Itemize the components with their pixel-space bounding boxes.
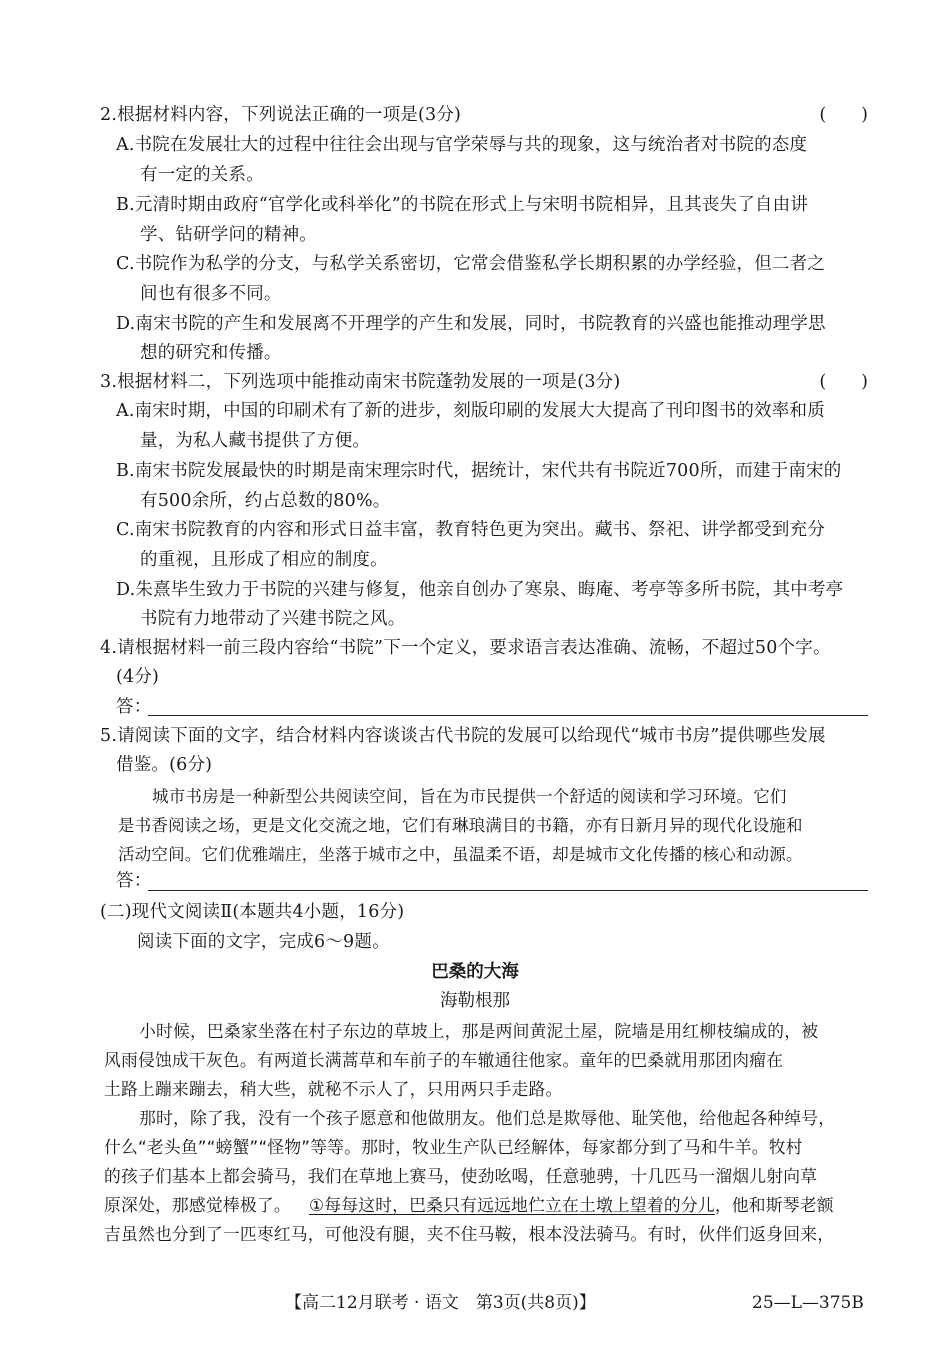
underlined-sentence: ①每每这时，巴桑只有远远地伫立在土墩上望着的分儿 [309,1195,715,1215]
q5-quote-line3: 活动空间。它们优雅端庄，坐落于城市之中，虽温柔不语，却是城市文化传播的核心和动源。 [118,845,803,864]
q2-option-a-line2: 有一定的关系。 [140,165,264,185]
article-paragraph-line: 土路上蹦来蹦去，稍大些，就秘不示人了，只用两只手走路。 [104,1079,563,1099]
q2-option-d-line1: D.南宋书院的产生和发展离不开理学的产生和发展，同时，书院教育的兴盛也能推动理学思 [116,314,826,334]
q4-stem-line2: (4分) [116,667,160,687]
q2-answer-paren: ( ) [819,105,868,125]
q3-option-d-line1: D.朱熹毕生致力于书院的兴建与修复，他亲自创办了寒泉、晦庵、考亭等多所书院，其中考亭 [116,580,844,600]
q3-option-b-line2: 有500余所，约占总数的80%。 [140,491,391,511]
q3-option-a-line1: A.南宋时期，中国的印刷术有了新的进步，刻版印刷的发展大大提高了刊印图书的效率和质 [116,401,825,421]
article-paragraph-line: 的孩子们基本上都会骑马，我们在草地上赛马，使劲吆喝，任意驰骋，十几匹马一溜烟儿射向草 [104,1166,818,1186]
q2-option-d-line2: 想的研究和传播。 [140,343,282,363]
q2-stem: 2.根据材料内容，下列说法正确的一项是(3分) [100,105,462,125]
q2-option-b-line2: 学、钻研学问的精神。 [140,225,317,245]
q4-answer-label: 答： [116,697,152,717]
footer-page-label: 【高二12月联考 · 语文 第3页(共8页)】 [285,1293,596,1313]
section2-instruction: 阅读下面的文字，完成6～9题。 [137,932,390,952]
section2-heading: (二)现代文阅读Ⅱ(本题共4小题，16分) [100,902,405,922]
q3-option-d-line2: 书院有力地带动了兴建书院之风。 [140,609,406,629]
q5-quote-line1: 城市书房是一种新型公共阅读空间，旨在为市民提供一个舒适的阅读和学习环境。它们 [152,787,787,806]
sentence-continuation: ，他和斯琴老额 [714,1195,834,1215]
q5-stem-line2: 借鉴。(6分) [116,755,213,775]
article-paragraph-line: 吉虽然也分到了一匹枣红马，可他没有腿，夹不住马鞍，根本没法骑马。有时，伙伴们返身回来， [104,1224,835,1244]
article-paragraph-line [309,1194,834,1216]
q3-option-c-line1: C.南宋书院教育的内容和形式日益丰富，教育特色更为突出。藏书、祭祀、讲学都受到充分 [116,520,826,540]
q5-answer-line[interactable] [148,890,868,891]
article-title: 巴桑的大海 [431,962,519,982]
q2-option-b-line1: B.元清时期由政府“官学化或科举化”的书院在形式上与宋明书院相异，且其丧失了自由讲 [116,195,809,215]
article-paragraph-line: 风雨侵蚀成干灰色。有两道长满蒿草和车前子的车辙通往他家。童年的巴桑就用那团肉瘤在 [104,1050,784,1070]
q4-answer-line[interactable] [148,715,868,716]
article-author: 海勒根那 [440,991,510,1011]
footer-code: 25—L—375B [752,1293,864,1313]
article-paragraph-line: 原深处，那感觉棒极了。 [104,1195,291,1215]
q3-stem: 3.根据材料二，下列选项中能推动南宋书院蓬勃发展的一项是(3分) [100,372,621,392]
article-paragraph-line: 小时候，巴桑家坐落在村子东边的草坡上，那是两间黄泥土屋，院墙是用红柳枝编成的，被 [139,1021,819,1041]
q3-answer-paren: ( ) [819,372,868,392]
q3-option-c-line2: 的重视，且形成了相应的制度。 [140,550,388,570]
q2-option-a-line1: A.书院在发展壮大的过程中往往会出现与官学荣辱与共的现象，这与统治者对书院的态度 [116,135,808,155]
article-paragraph-line: 什么“老头鱼”“螃蟹”“怪物”等等。那时，牧业生产队已经解体，每家都分到了马和牛羊。牧村 [104,1137,803,1157]
q4-stem-line1: 4.请根据材料一前三段内容给“书院”下一个定义，要求语言表达准确、流畅，不超过50个字。 [100,638,831,658]
q3-option-b-line1: B.南宋书院发展最快的时期是南宋理宗时代，据统计，宋代共有书院近700所，而建于南宋的 [116,461,842,481]
q2-option-c-line2: 间也有很多不同。 [140,284,282,304]
q5-answer-label: 答： [116,871,152,891]
q3-option-a-line2: 量，为私人藏书提供了方便。 [140,431,371,451]
article-paragraph-line: 那时，除了我，没有一个孩子愿意和他做朋友。他们总是欺辱他、耻笑他，给他起各种绰号， [139,1108,836,1128]
q2-option-c-line1: C.书院作为私学的分支，与私学关系密切，它常会借鉴私学长期积累的办学经验，但二者之 [116,254,826,274]
q5-stem-line1: 5.请阅读下面的文字，结合材料内容谈谈古代书院的发展可以给现代“城市书房”提供哪些发展 [100,726,826,746]
q5-quote-line2: 是书香阅读之场，更是文化交流之地，它们有琳琅满目的书籍，亦有日新月异的现代化设施和 [118,816,803,835]
